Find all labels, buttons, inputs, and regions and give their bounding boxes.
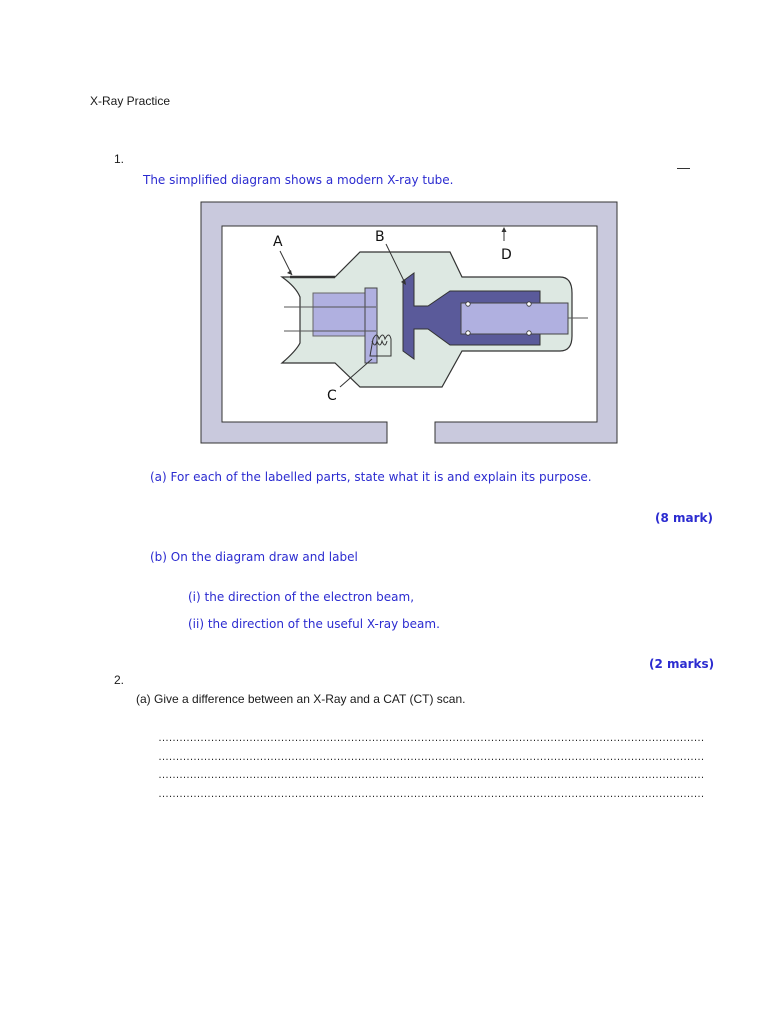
label-A: A bbox=[273, 234, 283, 250]
document-title: X-Ray Practice bbox=[90, 94, 171, 108]
question-1b-text: (b) On the diagram draw and label bbox=[150, 550, 358, 564]
answer-line[interactable]: ………………………………………………………………………………………………………………………………………… bbox=[158, 769, 704, 781]
question-1a-text: (a) For each of the labelled parts, state what it is and explain its purpose. bbox=[150, 470, 592, 484]
xray-tube-diagram bbox=[200, 201, 618, 444]
question-1a-marks: (8 mark) bbox=[655, 511, 713, 525]
answer-line[interactable]: ………………………………………………………………………………………………………………………………………… bbox=[158, 788, 704, 800]
stray-dash bbox=[677, 168, 690, 169]
question-1-number: 1. bbox=[114, 152, 125, 166]
question-1b-marks: (2 marks) bbox=[649, 657, 715, 671]
label-D: D bbox=[501, 247, 512, 263]
target-block bbox=[313, 293, 373, 336]
question-2-number: 2. bbox=[114, 673, 125, 687]
question-2a-text: (a) Give a difference between an X-Ray and a CAT (CT) scan. bbox=[136, 692, 466, 706]
answer-line[interactable]: ………………………………………………………………………………………………………………………………………… bbox=[158, 751, 704, 763]
question-1b-ii-text: (ii) the direction of the useful X-ray beam. bbox=[188, 617, 440, 631]
label-C: C bbox=[327, 388, 337, 404]
anode-rod bbox=[461, 303, 568, 334]
question-1-intro: The simplified diagram shows a modern X-ray tube. bbox=[143, 173, 454, 187]
question-1b-i-text: (i) the direction of the electron beam, bbox=[188, 590, 415, 604]
answer-line[interactable]: ………………………………………………………………………………………………………………………………………… bbox=[158, 732, 704, 744]
label-B: B bbox=[375, 229, 385, 245]
